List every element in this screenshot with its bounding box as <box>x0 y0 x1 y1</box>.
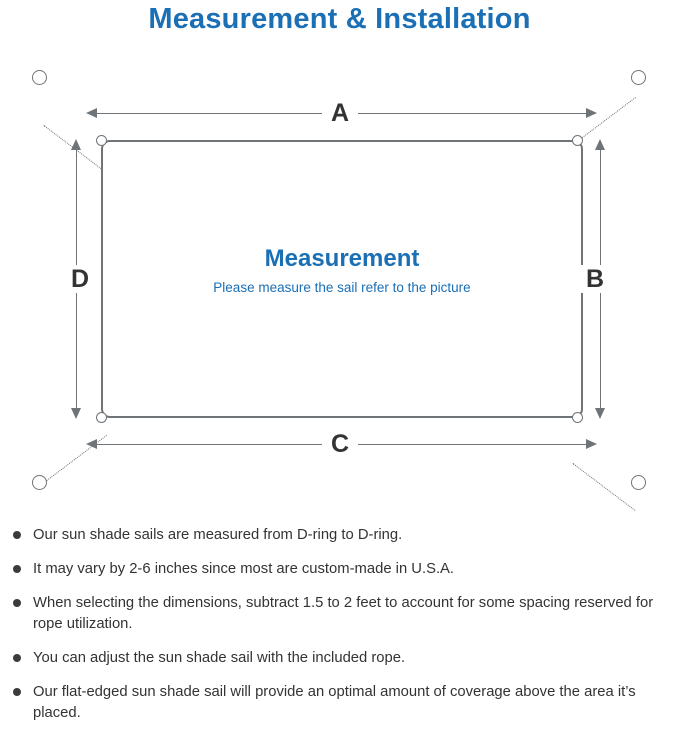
dimension-arrow-b-bottom <box>595 408 605 419</box>
dimension-label-d: D <box>62 265 98 293</box>
list-item <box>0 682 679 724</box>
dimension-arrow-a-left <box>86 108 97 118</box>
rope-line-bottom-right <box>572 463 635 511</box>
dimension-arrow-d-bottom <box>71 408 81 419</box>
sail-subheading: Please measure the sail refer to the picture <box>213 280 471 295</box>
bullet-icon <box>13 599 21 607</box>
bullet-icon <box>13 688 21 696</box>
anchor-point-top-left <box>32 70 47 85</box>
note-text: It may vary by 2-6 inches since most are custom-made in U.S.A. <box>33 561 455 577</box>
rope-line-bottom-left <box>44 435 107 483</box>
anchor-point-bottom-left <box>32 475 47 490</box>
bullet-icon <box>13 565 21 573</box>
note-text: Our flat-edged sun shade sail will provide an optimal amount of coverage above the area it’s placed. <box>33 684 636 721</box>
d-ring-top-left <box>96 135 107 146</box>
sail-diagram <box>0 46 679 516</box>
bullet-icon <box>13 654 21 662</box>
bullet-icon <box>13 531 21 539</box>
notes-list <box>0 525 679 737</box>
dimension-arrow-c-right <box>586 439 597 449</box>
list-item <box>0 593 679 635</box>
list-item <box>0 559 679 580</box>
page-title: Measurement & Installation <box>148 3 531 35</box>
note-text: Our sun shade sails are measured from D-ring to D-ring. <box>33 527 403 543</box>
sail-heading: Measurement <box>264 245 420 272</box>
note-text: You can adjust the sun shade sail with the included rope. <box>33 650 406 666</box>
dimension-label-b: B <box>577 265 613 293</box>
dimension-arrow-d-top <box>71 139 81 150</box>
dimension-arrow-b-top <box>595 139 605 150</box>
list-item <box>0 525 679 546</box>
list-item <box>0 648 679 669</box>
dimension-arrow-a-right <box>586 108 597 118</box>
dimension-label-a: A <box>322 99 358 127</box>
d-ring-top-right <box>572 135 583 146</box>
d-ring-bottom-right <box>572 412 583 423</box>
dimension-label-c: C <box>322 430 358 458</box>
dimension-arrow-c-left <box>86 439 97 449</box>
shade-sail-shape <box>101 140 583 418</box>
d-ring-bottom-left <box>96 412 107 423</box>
anchor-point-top-right <box>631 70 646 85</box>
anchor-point-bottom-right <box>631 475 646 490</box>
note-text: When selecting the dimensions, subtract 1.5 to 2 feet to account for some spacing reserved for rope utilization. <box>33 595 654 632</box>
